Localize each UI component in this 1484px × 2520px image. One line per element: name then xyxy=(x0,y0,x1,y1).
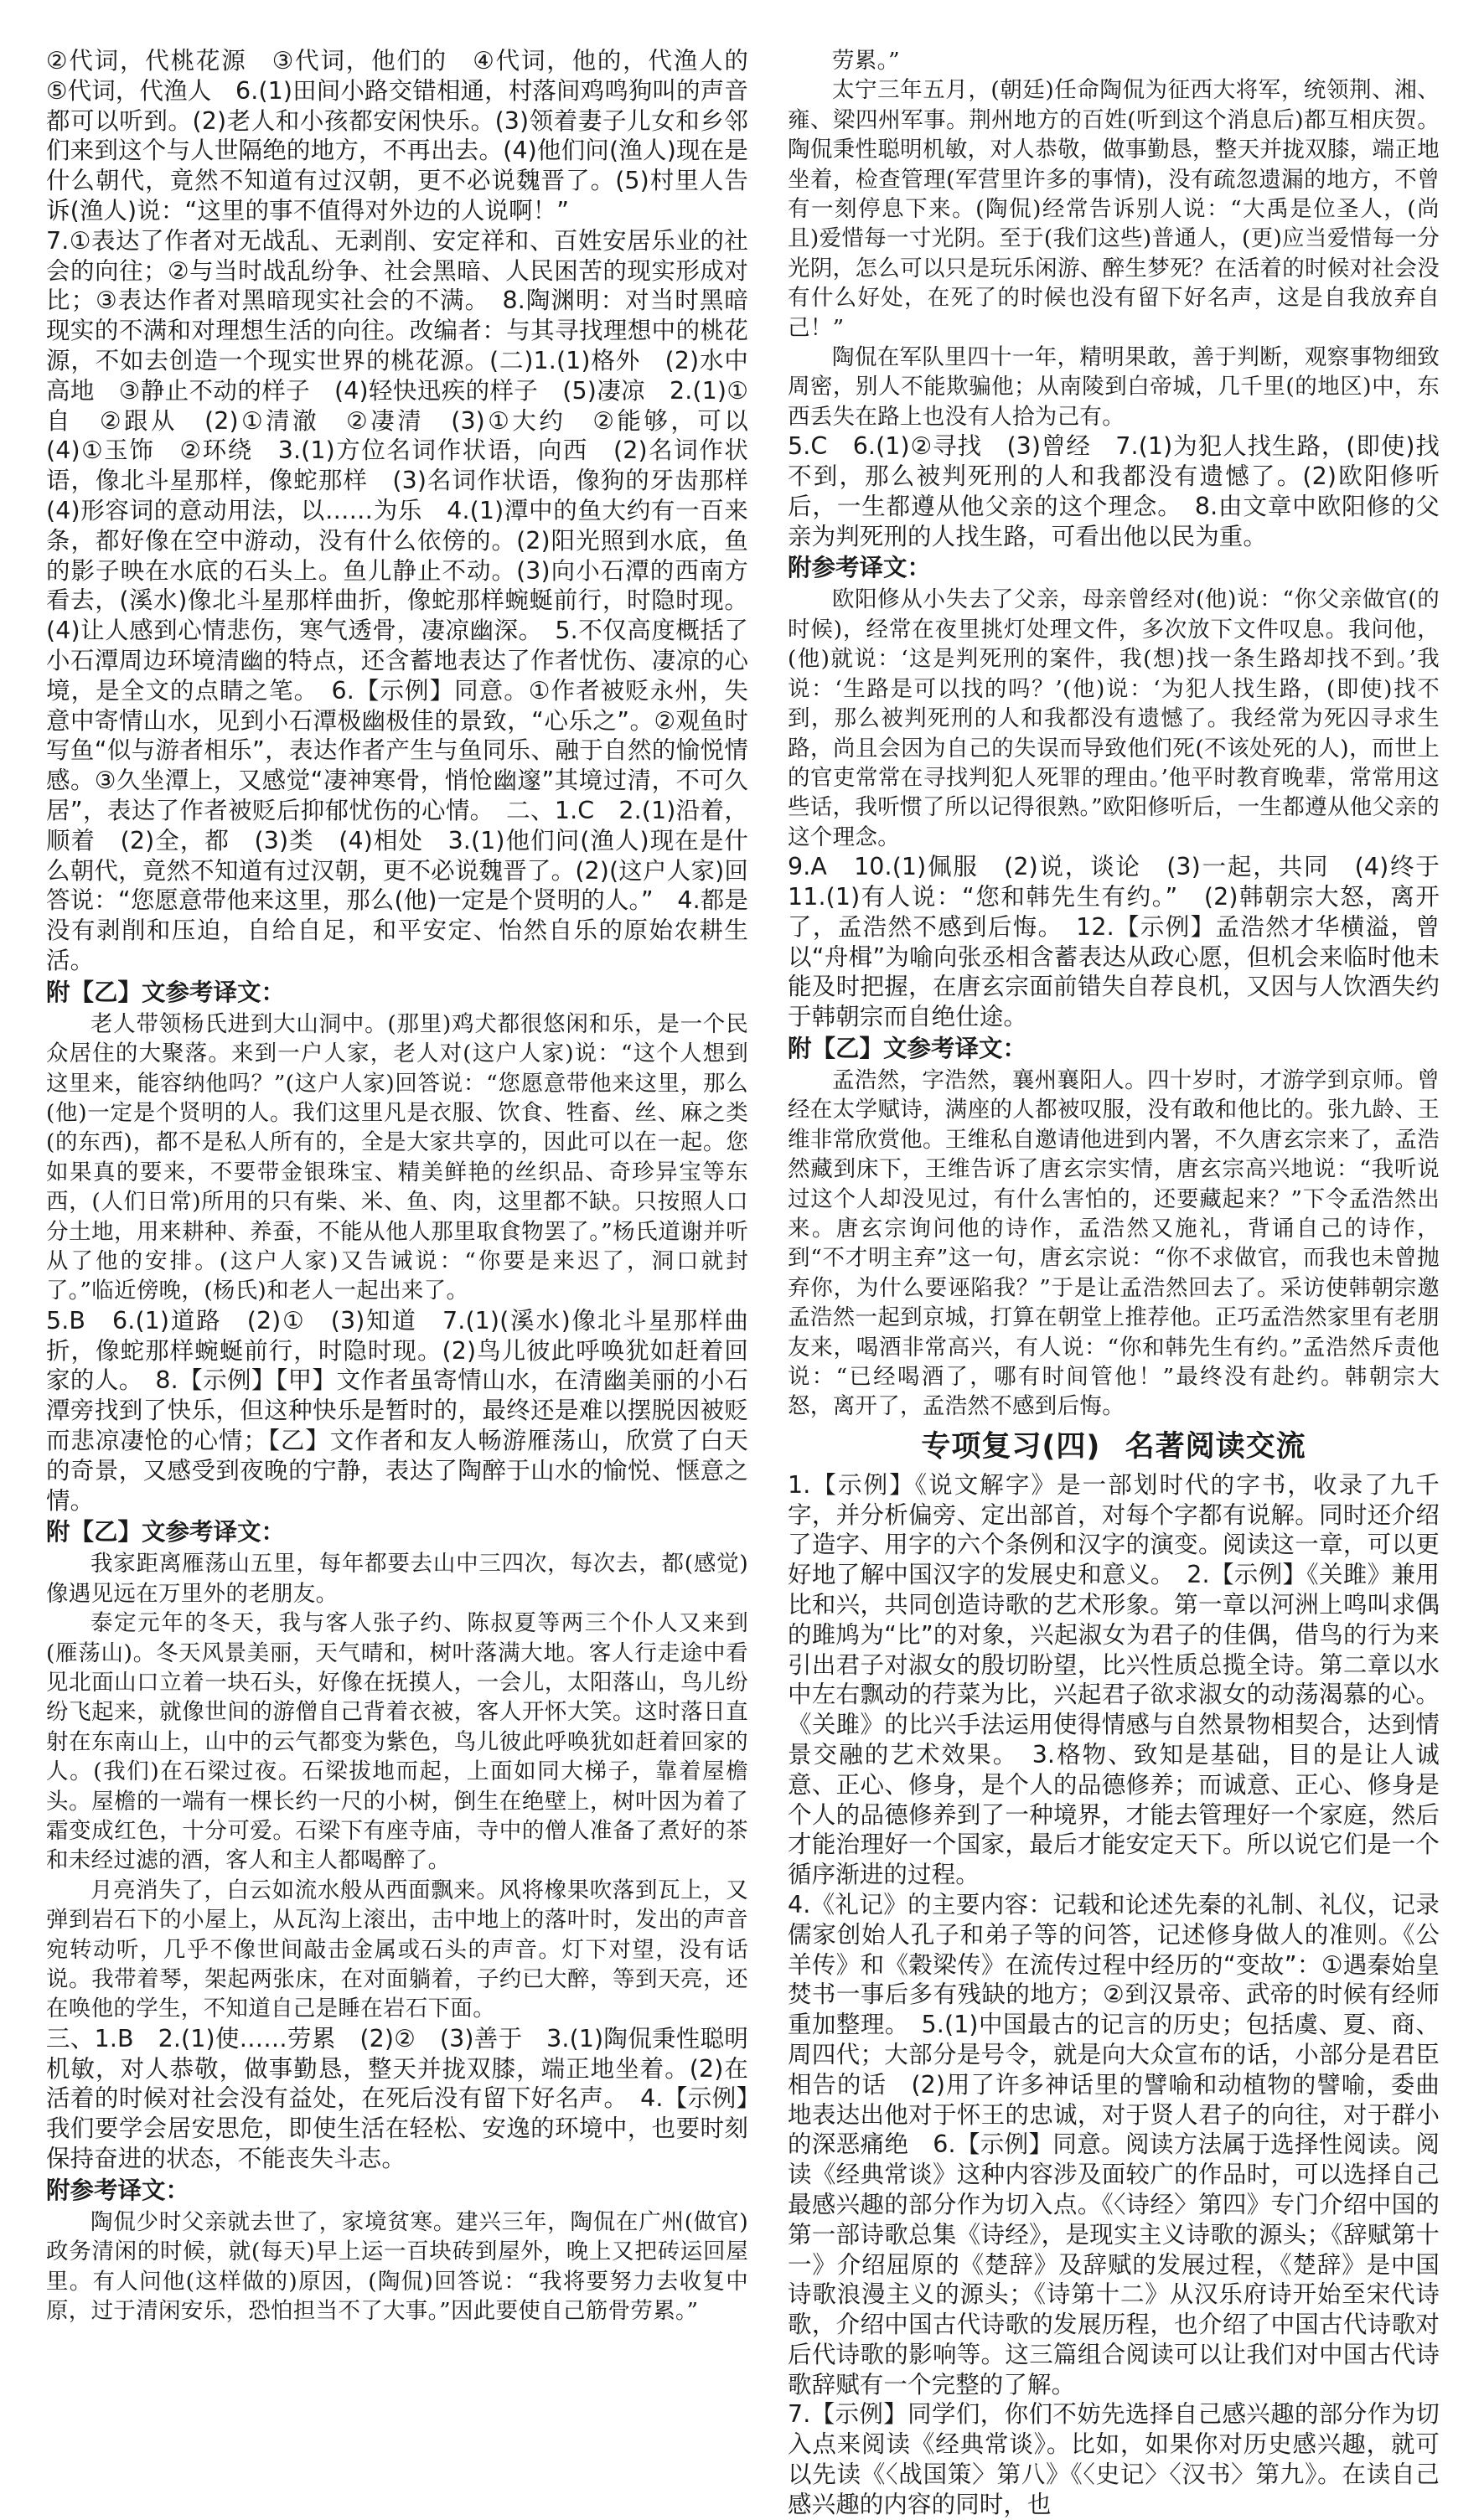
translation-paragraph: 月亮消失了，白云如流水般从西面飘来。风将橡果吹落到瓦上，又弹到岩石下的小屋上，从瓦沟上滚出，击中地上的落叶时，发出的声音宛转动听，几乎不像世间敲击金属或石头的声音。灯下对望，没有话说。我带着琴，架起两张床，在对面躺着，子约已大醉，等到天亮，还在唤他的学生，不知道自己是睡在岩石下面。 xyxy=(46,1877,748,2022)
translation-heading-1: 附【乙】文参考译文： xyxy=(46,978,286,1006)
translation-paragraph: 欧阳修从小失去了父亲，母亲曾经对(他)说：“你父亲做官(的时候)，经常在夜里挑灯处理文件，多次放下文件叹息。我问他，(他)就说：‘这是判死刑的案件，我(想)找一条生路却找不到。’我说：‘生路是可以找的吗？’(他)说：‘为犯人找生路，(即使)找不到，那么被判死刑的人和我都没有遗憾了。我经常为死囚寻求生路，尚且会因为自己的失误而导致他们死(不该处死的人)，而世上的官吏常常在寻找判犯人死罪的理由。’他平时教育晚辈，常常用这些话，我听惯了所以记得很熟。”欧阳修听后，一生都遵从他父亲的这个理念。 xyxy=(788,586,1440,850)
translation-block-4 xyxy=(788,585,1440,852)
answer-block-4: 5.C 6.(1)②寻找 (3)曾经 7.(1)为犯人找生路，(即使)找不到，那么被判死刑的人和我都没有遗憾了。(2)欧阳修听后，一生都遵从他父亲的这个理念。 8.由文章中欧阳修的父亲为判死刑的人找生路，可看出他以民为重。 xyxy=(788,432,1440,550)
section-title: 专项复习(四) xyxy=(921,1429,1101,1464)
answer-block-3: 三、1.B 2.(1)使……劳累 (2)② (3)善于 3.(1)陶侃秉性聪明机敏，对人恭敬，做事勤恳，整天并拢双膝，端正地坐着。(2)在活着的时候对社会没有益处，在死后没有留下好名声。 4.【示例】我们要学会居安思危，即使生活在轻松、安逸的环境中，也要时刻保持奋进的状态，不能丧失斗志。 xyxy=(46,2024,748,2173)
translation-block-3 xyxy=(46,2208,748,2326)
answer-block-2: 5.B 6.(1)道路 (2)① (3)知道 7.(1)(溪水)像北斗星那样曲折，像蛇那样蜿蜒前行，时隐时现。(2)鸟儿彼此呼唤犹如赶着回家的人。 8.【示例】【甲】文作者虽寄情山水，在清幽美丽的小石潭旁找到了快乐，但这种快乐是暂时的，最终还是难以摆脱因被贬而悲凉凄怆的心情；【乙】文作者和友人畅游雁荡山，欣赏了白天的奇景，又感受到夜晚的宁静，表达了陶醉于山水的愉悦、惬意之情。 xyxy=(46,1306,748,1515)
translation-paragraph: 我家距离雁荡山五里，每年都要去山中三四次，每次去，都(感觉)像遇见远在万里外的老朋友。 xyxy=(46,1551,748,1607)
translation-paragraph: 太宁三年五月，(朝廷)任命陶侃为征西大将军，统领荆、湘、雍、梁四州军事。荆州地方的百姓(听到这个消息后)都互相庆贺。陶侃秉性聪明机敏，对人恭敬，做事勤恳，整天并拢双膝，端正地坐着，检查管理(军营里许多的事情)，没有疏忽遗漏的地方，不曾有一刻停息下来。(陶侃)经常告诉别人说：“大禹是位圣人，(尚且)爱惜每一寸光阴。至于(我们这些)普通人，(更)应当爱惜每一分光阴，怎么可以只是玩乐闲游、醉生梦死？在活着的时候对社会没有什么好处，在死了的时候也没有留下好名声，这是自我放弃自己！” xyxy=(788,77,1440,341)
translation-paragraph: 陶侃少时父亲就去世了，家境贫寒。建兴三年，陶侃在广州(做官)政务清闲的时候，就(每天)早上运一百块砖到屋外，晚上又把砖运回屋里。有人问他(这样做的)原因，(陶侃)回答说：“我将要努力去收复中原，过于清闲安乐，恐怕担当不了大事。”因此要使自己筋骨劳累。” xyxy=(46,2208,748,2325)
translation-block-0 xyxy=(788,46,1440,431)
answer-block-1: ②代词，代桃花源 ③代词，他们的 ④代词，他的，代渔人的 ⑤代词，代渔人 6.(1)田间小路交错相通，村落间鸡鸣狗叫的声音都可以听到。(2)老人和小孩都安闲快乐。(3)领着妻子儿女和乡邻们来到这个与人世隔绝的地方，不再出去。(4)他们问(渔人)现在是什么朝代，竟然不知道有过汉朝，更不必说魏晋了。(5)村里人告诉(渔人)说：“这里的事不值得对外边的人说啊！” 7.①表达了作者对无战乱、无剥削、安定祥和、百姓安居乐业的社会的向往；②与当时战乱纷争、社会黑暗、人民困苦的现实形成对比；③表达作者对黑暗现实社会的不满。 8.陶渊明：对当时黑暗现实的不满和对理想生活的向往。改编者：与其寻找理想中的桃花源，不如去创造一个现实世界的桃花源。(二)1.(1)格外 (2)水中高地 ③静止不动的样子 (4)轻快迅疾的样子 (5)凄凉 2.(1)①自 ②跟从 (2)①清澈 ②凄清 (3)①大约 ②能够，可以 (4)①玉饰 ②环绕 3.(1)方位名词作状语，向西 (2)名词作状语，像北斗星那样，像蛇那样 (3)名词作状语，像狗的牙齿那样 (4)形容词的意动用法，以……为乐 4.(1)潭中的鱼大约有一百来条，都好像在空中游动，没有什么依傍的。(2)阳光照到水底，鱼的影子映在水底的石头上。鱼儿静止不动。(3)向小石潭的西南方看去，(溪水)像北斗星那样曲折，像蛇那样蜿蜒前行，时隐时现。(4)让人感到心情悲伤，寒气透骨，凄凉幽深。 5.不仅高度概括了小石潭周边环境清幽的特点，还含蓄地表达了作者忧伤、凄凉的心境，是全文的点睛之笔。 6.【示例】同意。①作者被贬永州，失意中寄情山水，见到小石潭极幽极佳的景致，“心乐之”。②观鱼时写鱼“似与游者相乐”，表达作者产生与鱼同乐、融于自然的愉悦情感。③久坐潭上，又感觉“凄神寒骨，悄怆幽邃”其境过清，不可久居”，表达了作者被贬后抑郁忧伤的心情。 二、1.C 2.(1)沿着，顺着 (2)全，都 (3)类 (4)相处 3.(1)他们问(渔人)现在是什么朝代，竟然不知道有过汉朝，更不必说魏晋了。(2)(这户人家)回答说：“您愿意带他来这里，那么(他)一定是个贤明的人。” 4.都是没有剥削和压迫，自给自足，和平安定、怡然自乐的原始农耕生活。 xyxy=(46,47,748,974)
left-column xyxy=(46,46,748,2325)
translation-block-5 xyxy=(788,1066,1440,1422)
translation-paragraph: 劳累。” xyxy=(832,48,900,74)
section-heading xyxy=(788,1427,1440,1467)
translation-heading-3: 附参考译文： xyxy=(46,2176,190,2204)
translation-heading-4: 附参考译文： xyxy=(788,554,932,582)
right-column xyxy=(788,46,1464,2518)
translation-paragraph: 泰定元年的冬天，我与客人张子约、陈叔夏等两三个仆人又来到(雁荡山)。冬天风景美丽，天气晴和，树叶落满大地。客人行走途中看见北面山口立着一块石头，好像在抚摸人，一会儿，太阳落山，鸟儿纷纷飞起来，就像世间的游僧自己背着衣被，客人开怀大笑。这时落日直射在东南山上，山中的云气都变为紫色，鸟儿彼此呼唤犹如赶着回家的人。(我们)在石梁过夜。石梁拔地而起，上面如同大梯子，靠着屋檐头。屋檐的一端有一棵长约一尺的小树，倒生在绝壁上，树叶因为着了霜变成红色，十分可爱。石梁下有座寺庙，寺中的僧人准备了煮好的茶和未经过滤的酒，客人和主人都喝醉了。 xyxy=(46,1610,748,1874)
translation-heading-2: 附【乙】文参考译文： xyxy=(46,1518,286,1547)
answer-block-6: 1.【示例】《说文解字》是一部划时代的字书，收录了九千字，并分析偏旁、定出部首，对每个字都有说解。同时还介绍了造字、用字的六个条例和汉字的演变。阅读这一章，可以更好地了解中国汉字的发展史和意义。 2.【示例】《关雎》兼用比和兴，共同创造诗歌的艺术形象。第一章以河洲上鸣叫求偶的雎鸠为“比”的对象，兴起淑女为君子的佳偶，借鸟的行为来引出君子对淑女的殷切盼望，比兴性质总揽全诗。第二章以水中左右飘动的荇菜为比，兴起君子欲求淑女的动荡渴慕的心。《关雎》的比兴手法运用使得情感与自然景物相契合，达到情景交融的艺术效果。 3.格物、致知是基础，目的是让人诚意、正心、修身，是个人的品德修养；而诚意、正心、修身是个人的品德修养到了一种境界，才能去管理好一个家庭，然后才能治理好一个国家，最后才能安定天下。所以说它们是一个循序渐进的过程。 4.《礼记》的主要内容：记载和论述先秦的礼制、礼仪，记录儒家创始人孔子和弟子等的问答，记述修身做人的准则。《公羊传》和《穀梁传》在流传过程中经历的“变故”：①遇秦始皇焚书一事后多有残缺的地方；②到汉景帝、武帝的时候有经师重加整理。 5.(1)中国最古的记言的历史；包括虞、夏、商、周四代；大部分是号令，就是向大众宣布的话，小部分是君臣相告的话 (2)用了许多神话里的譬喻和动植物的譬喻，委曲地表达出他对于怀王的忠诚，对于贤人君子的向往，对于群小的深恶痛绝 6.【示例】同意。阅读方法属于选择性阅读。阅读《经典常谈》这种内容涉及面较广的作品时，可以选择自己最感兴趣的部分作为切入点。《〈诗经〉第四》专门介绍中国的第一部诗歌总集《诗经》，是现实主义诗歌的源头；《辞赋第十一》介绍屈原的《楚辞》及辞赋的发展过程，《楚辞》是中国诗歌浪漫主义的源头；《诗第十二》从汉乐府诗开始至宋代诗歌，介绍中国古代诗歌的发展历程，也介绍了中国古代诗歌对后代诗歌的影响等。这三篇组合阅读可以让我们对中国古代诗歌辞赋有一个完整的了解。 7.【示例】同学们，你们不妨先选择自己感兴趣的部分作为切入点来阅读《经典常谈》。比如，如果你对历史感兴趣，就可以先读《〈战国策〉第八》《〈史记〉〈汉书〉第九》。在读自己感兴趣的内容的同时，也 xyxy=(788,1470,1440,2518)
answer-block-5: 9.A 10.(1)佩服 (2)说，谈论 (3)一起，共同 (4)终于 11.(1)有人说：“您和韩先生有约。” (2)韩朝宗大怒，离开了，孟浩然不感到后悔。 12.【示例】孟浩然才华横溢，曾以“舟楫”为喻向张丞相含蓄表达从政心愿，但机会来临时他未能及时把握，在唐玄宗面前错失自荐良机，又因与人饮酒失约于韩朝宗而自绝仕途。 xyxy=(788,853,1464,1031)
translation-paragraph: 陶侃在军队里四十一年，精明果敢，善于判断，观察事物细致周密，别人不能欺骗他；从南陵到白帝城，几千里(的地区)中，东西丢失在路上也没有人拾为己有。 xyxy=(788,344,1440,430)
translation-paragraph: 孟浩然，字浩然，襄州襄阳人。四十岁时，才游学到京师。曾经在太学赋诗，满座的人都被叹服，没有敢和他比的。张九龄、王维非常欣赏他。王维私自邀请他进到内署，不久唐玄宗来了，孟浩然藏到床下，王维告诉了唐玄宗实情，唐玄宗高兴地说：“我听说过这个人却没见过，有什么害怕的，还要藏起来？”下令孟浩然出来。唐玄宗询问他的诗作，孟浩然又施礼，背诵自己的诗作，到“不才明主弃”这一句，唐玄宗说：“你不求做官，而我也未曾抛弃你，为什么要诬陷我？”于是让孟浩然回去了。采访使韩朝宗邀孟浩然一起到京城，打算在朝堂上推荐他。正巧孟浩然家里有老朋友来，喝酒非常高兴，有人说：“你和韩先生有约。”孟浩然斥责他说：“已经喝酒了，哪有时间管他！”最终没有赴约。韩朝宗大怒，离开了，孟浩然不感到后悔。 xyxy=(788,1066,1440,1420)
translation-paragraph: 老人带领杨氏进到大山洞中。(那里)鸡犬都很悠闲和乐，是一个民众居住的大聚落。来到一户人家，老人对(这户人家)说：“这个人想到这里来，能容纳他吗？”(这户人家)回答说：“您愿意带他来这里，那么(他)一定是个贤明的人。我们这里凡是衣服、饮食、牲畜、丝、麻之类(的东西)，都不是私人所有的，全是大家共享的，因此可以在一起。您如果真的要来，不要带金银珠宝、精美鲜艳的丝织品、奇珍异宝等东西，(人们日常)所用的只有柴、米、鱼、肉，这里都不缺。只按照人口分土地，用来耕种、养蚕，不能从他人那里取食物罢了。”杨氏道谢并听从了他的安排。(这户人家)又告诫说：“你要是来迟了，洞口就封了。”临近傍晚，(杨氏)和老人一起出来了。 xyxy=(46,1010,748,1304)
translation-heading-5: 附【乙】文参考译文： xyxy=(788,1034,1027,1062)
section-subtitle: 名著阅读交流 xyxy=(1125,1429,1306,1464)
translation-block-2 xyxy=(46,1549,748,2024)
translation-block-1 xyxy=(46,1010,748,1306)
